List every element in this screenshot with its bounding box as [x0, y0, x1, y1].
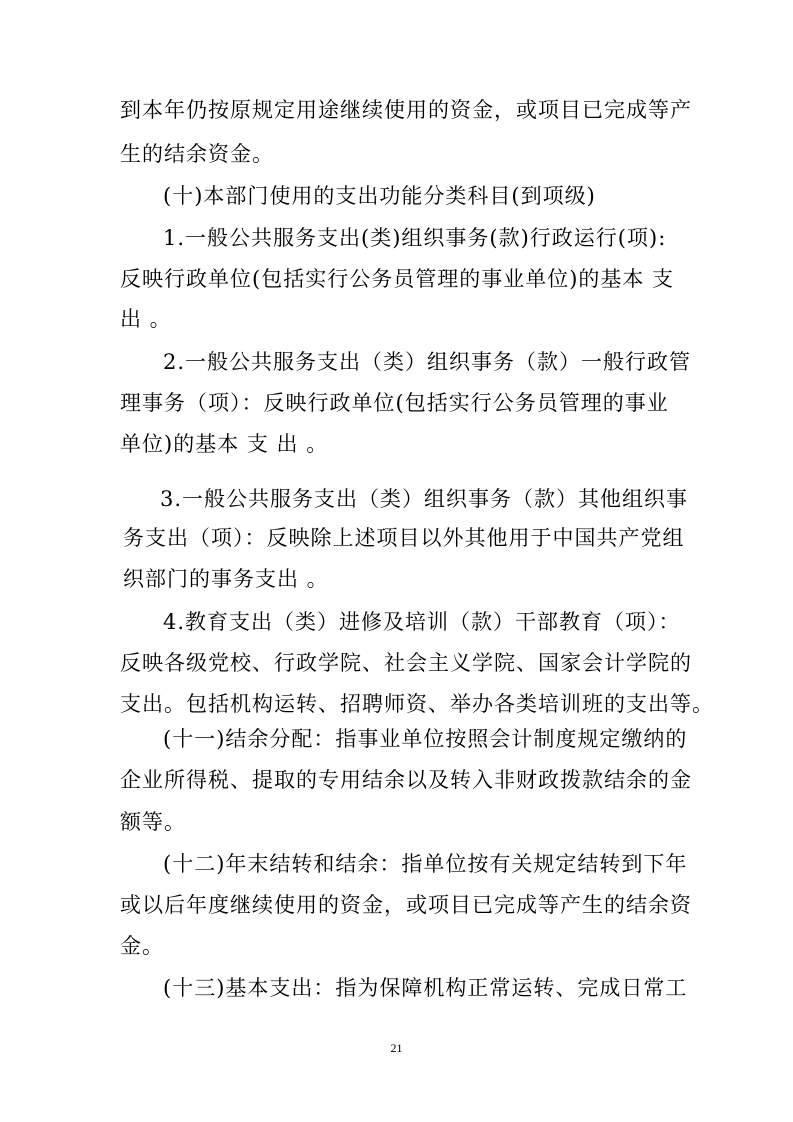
section-heading: (十二)年末结转和结余：指单位按有关规定结转到下年: [163, 852, 688, 876]
paragraph-line: 单位)的基本 支 出 。: [120, 432, 329, 456]
section-heading: (十一)结余分配：指事业单位按照会计制度规定缴纳的: [163, 727, 688, 751]
paragraph-line: 织部门的事务支出 。: [123, 567, 329, 591]
paragraph-line: 额等。: [120, 810, 186, 834]
paragraph-line: 到本年仍按原规定用途继续使用的资金，或项目已完成等产: [120, 98, 692, 122]
paragraph-line: 务支出（项）：反映除上述项目以外其他用于中国共产党组: [123, 526, 685, 550]
paragraph-line: 1.一般公共服务支出(类)组织事务(款)行政运行(项):: [163, 226, 667, 250]
paragraph-line: 理事务（项）：反映行政单位(包括实行公务员管理的事业: [120, 391, 669, 415]
paragraph-line: 生的结余资金。: [120, 142, 274, 166]
section-heading: (十)本部门使用的支出功能分类科目(到项级): [163, 184, 596, 208]
paragraph-line: 支出。包括机构运转、招聘师资、举办各类培训班的支出等。: [120, 692, 714, 716]
paragraph-line: 3.一般公共服务支出（类）组织事务（款）其他组织事: [160, 487, 689, 511]
paragraph-line: 反映各级党校、行政学院、社会主义学院、国家会计学院的: [120, 651, 692, 675]
paragraph-line: 金。: [120, 934, 164, 958]
paragraph-line: 企业所得税、提取的专用结余以及转入非财政拨款结余的金: [120, 768, 692, 792]
paragraph-line: 出 。: [120, 307, 172, 331]
paragraph-line: 2.一般公共服务支出（类）组织事务（款）一般行政管: [163, 350, 692, 374]
paragraph-line: 4.教育支出（类）进修及培训（款）干部教育（项）：: [163, 610, 681, 634]
page-number: 21: [390, 1041, 403, 1055]
section-heading: (十三)基本支出：指为保障机构正常运转、完成日常工: [163, 976, 688, 1000]
paragraph-line: 反映行政单位(包括实行公务员管理的事业单位)的基本 支: [120, 267, 675, 291]
paragraph-line: 或以后年度继续使用的资金，或项目已完成等产生的结余资: [120, 893, 692, 917]
